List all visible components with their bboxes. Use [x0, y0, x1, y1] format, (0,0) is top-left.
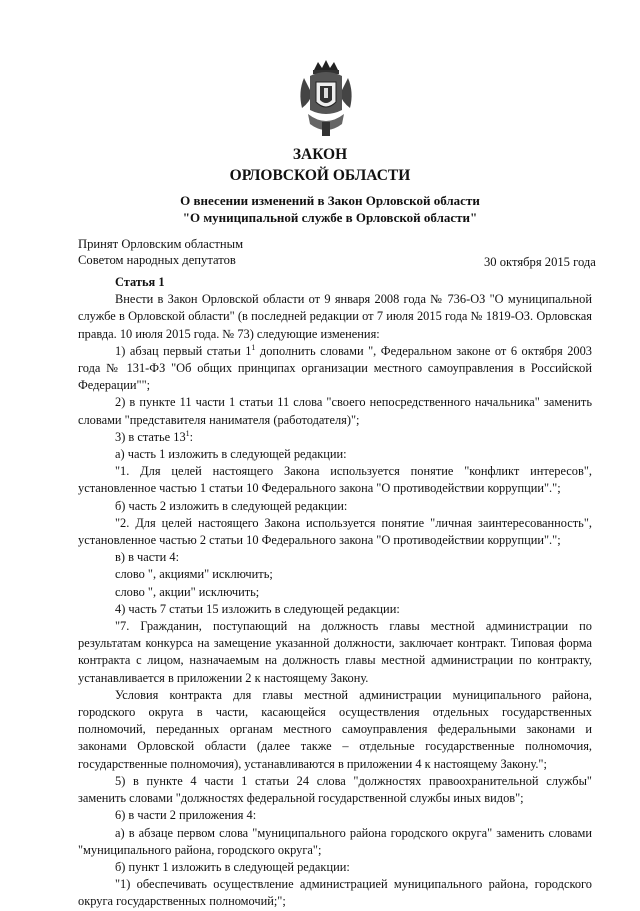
paragraph: 4) часть 7 статьи 15 изложить в следующей редакции: — [115, 601, 400, 616]
paragraph: "7. Гражданин, поступающий на должность главы местной администрации по результатам конкурса на замещение указанной должности, заключает контракт. Типовая форма контракта с лицом, назначаемым на должность главы местной администрации по контракту, устанавливается в приложении 2 к настоящему Закону. — [78, 619, 592, 685]
paragraph: слово ", акциями" исключить; — [115, 567, 273, 582]
paragraph: 1) абзац первый статьи $1^1$ дополнить словами ", Федеральном законе от 6 октября 2003 года № 131-ФЗ "Об общих принципах организации местного самоуправления в Российской Федерации""; — [78, 342, 593, 393]
superscript: 1 — [251, 342, 256, 352]
law-word: ЗАКОН — [292, 146, 348, 163]
paragraph: б) пункт 1 изложить в следующей редакции: — [115, 859, 350, 874]
paragraph: Условия контракта для главы местной администрации муниципального района, городского округа в части, касающейся осуществления отдельных государственных полномочий, переданных органам местного самоуправления федеральными законами и законами Орловской области (далее также – отдельные государственные полномочия, государственные полномочия), устанавливаются в приложении 4 к настоящему Закону."; — [78, 687, 592, 771]
paragraph: а) в абзаце первом слова "муниципального района городского округа" заменить словами "муниципального района, городского округа"; — [78, 825, 592, 857]
article-body — [78, 274, 592, 911]
law-subject — [0, 192, 640, 226]
paragraph: 2) в пункте 11 части 1 статьи 11 слова "своего непосредственного начальника" заменить словами "представителя нанимателя (работодателя)"; — [78, 395, 592, 427]
coat-of-arms-icon — [296, 58, 356, 142]
adoption-line-1: Принят Орловским областным — [78, 237, 244, 251]
adoption-line-2: Советом народных депутатов — [78, 253, 236, 267]
paragraph: Внести в Закон Орловской области от 9 января 2008 года № 736-ОЗ "О муниципальной службе в Орловской области" (в последней редакции от 7 июля 2015 года № 1819-ОЗ. Орловская правда. 10 июля 2015 года. № 73) следующие изменения: — [78, 292, 592, 341]
paragraph: слово ", акции" исключить; — [115, 584, 260, 599]
paragraph: "1. Для целей настоящего Закона используется понятие "конфликт интересов", установленное частью 1 статьи 10 Федерального закона "О противодействии коррупции"."; — [78, 464, 592, 496]
superscript: 1 — [185, 428, 190, 438]
article-title: Статья 1 — [115, 275, 165, 289]
paragraph: в) в части 4: — [115, 550, 180, 565]
paragraph: "1) обеспечивать осуществление администрацией муниципального района, городского округа государственных полномочий;"; — [78, 877, 592, 909]
paragraph: "2. Для целей настоящего Закона используется понятие "личная заинтересованность", установленное частью 2 статьи 10 Федерального закона "О противодействии коррупции"."; — [78, 515, 592, 548]
paragraph: 6) в части 2 приложения 4: — [115, 808, 257, 823]
paragraph: 3) в статье $13^1$: — [115, 428, 194, 444]
paragraph: 5) в пункте 4 части 1 статьи 24 слова "должностях правоохранительной службы" заменить словами "должностях федеральной государственной службы иных видов"; — [78, 773, 592, 806]
paragraph: а) часть 1 изложить в следующей редакции: — [115, 447, 347, 462]
law-title — [0, 144, 640, 186]
subject-line-1: О внесении изменений в Закон Орловской области — [180, 193, 480, 208]
adoption-date: 30 октября 2015 года — [484, 255, 596, 269]
subject-line-2: "О муниципальной службе в Орловской области" — [182, 210, 478, 225]
adoption-info — [78, 236, 243, 268]
paragraph: б) часть 2 изложить в следующей редакции: — [115, 498, 348, 513]
region-name: ОРЛОВСКОЙ ОБЛАСТИ — [229, 167, 411, 184]
